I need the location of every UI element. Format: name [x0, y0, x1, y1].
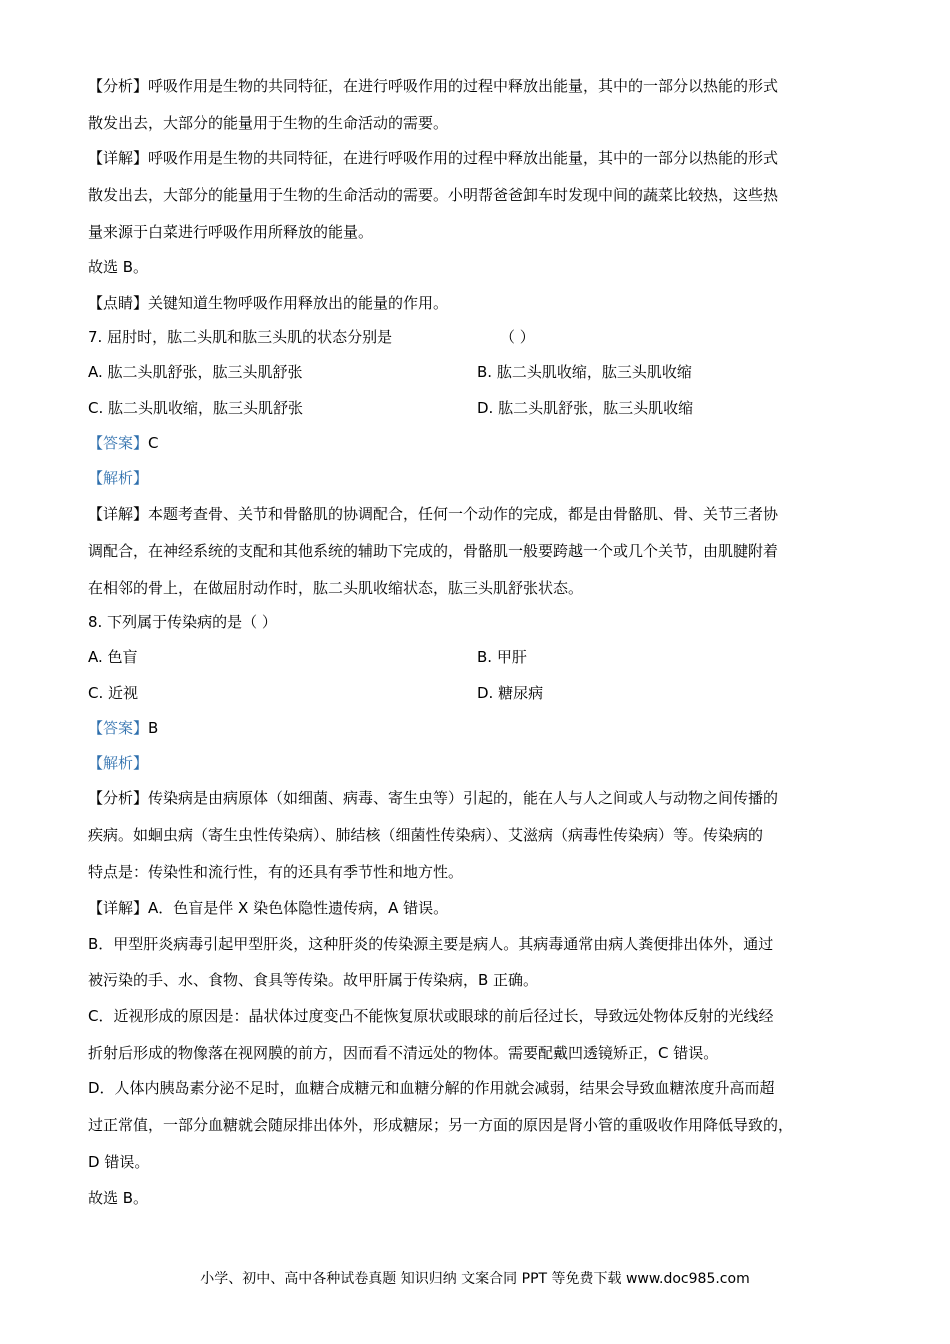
detail-line: 散发出去，大部分的能量用于生物的生命活动的需要。小明帮爸爸卸车时发现中间的蔬菜比较热，这些热	[88, 186, 779, 204]
comment-line	[88, 293, 448, 313]
detail-line: 调配合，在神经系统的支配和其他系统的辅助下完成的，骨骼肌一般要跨越一个或几个关节，由肌腱附着	[88, 542, 779, 560]
option-c: C. 近视	[88, 684, 139, 702]
detail-line: D 错误。	[88, 1153, 150, 1171]
detail-line: 量来源于白菜进行呼吸作用所释放的能量。	[88, 223, 374, 241]
comment-text: 关键知道生物呼吸作用释放出的能量的作用。	[148, 294, 449, 312]
detail-line: 被污染的手、水、食物、食具等传染。故甲肝属于传染病，B 正确。	[88, 971, 539, 989]
analysis-tag: 【分析】	[88, 77, 149, 95]
option-b: B. 肱二头肌收缩，肱三头肌收缩	[477, 363, 692, 381]
final-choice: 故选 B。	[88, 1189, 149, 1207]
final-choice: 故选 B。	[88, 258, 149, 276]
option-a: A. 色盲	[88, 648, 138, 666]
option-c: C. 肱二头肌收缩，肱三头肌舒张	[88, 399, 304, 417]
detail-text: 本题考查骨、关节和骨骼肌的协调配合，任何一个动作的完成，都是由骨骼肌、骨、关节三者协	[148, 505, 779, 523]
detail-line: 在相邻的骨上，在做屈肘动作时，肱二头肌收缩状态，肱三头肌舒张状态。	[88, 579, 584, 597]
option-a: A. 肱二头肌舒张，肱三头肌舒张	[88, 363, 303, 381]
detail-line: 过正常值，一部分血糖就会随尿排出体外，形成糖尿；另一方面的原因是肾小管的重吸收作用降低导致的，	[88, 1116, 794, 1134]
analysis-line: 疾病。如蛔虫病（寄生虫性传染病）、肺结核（细菌性传染病）、艾滋病（病毒性传染病）等。传染病的	[88, 826, 764, 844]
analysis-line	[88, 788, 778, 808]
question-7-paren: （ ）	[500, 328, 535, 346]
detail-line	[88, 148, 778, 168]
explain-tag: 【解析】	[88, 754, 149, 772]
detail-line	[88, 898, 448, 918]
detail-tag: 【详解】	[88, 899, 149, 917]
option-d: D. 糖尿病	[477, 684, 544, 702]
answer-line	[88, 433, 159, 453]
answer-value: C	[148, 434, 159, 452]
detail-line	[88, 504, 778, 524]
answer-tag: 【答案】	[88, 719, 149, 737]
answer-line	[88, 718, 158, 738]
analysis-line: 特点是：传染性和流行性，有的还具有季节性和地方性。	[88, 863, 464, 881]
comment-tag: 【点睛】	[88, 294, 149, 312]
option-b: B. 甲肝	[477, 648, 527, 666]
answer-value: B	[148, 719, 159, 737]
analysis-text: 传染病是由病原体（如细菌、病毒、寄生虫等）引起的，能在人与人之间或人与动物之间传播的	[148, 789, 779, 807]
detail-text: 呼吸作用是生物的共同特征，在进行呼吸作用的过程中释放出能量，其中的一部分以热能的形式	[148, 149, 779, 167]
detail-line: D．人体内胰岛素分泌不足时，血糖合成糖元和血糖分解的作用就会减弱，结果会导致血糖浓度升高而超	[88, 1079, 775, 1097]
analysis-line: 散发出去，大部分的能量用于生物的生命活动的需要。	[88, 114, 449, 132]
detail-line: B．甲型肝炎病毒引起甲型肝炎，这种肝炎的传染源主要是病人。其病毒通常由病人粪便排出体外，通过	[88, 935, 774, 953]
question-7-stem: 7. 屈肘时，肱二头肌和肱三头肌的状态分别是	[88, 328, 393, 346]
detail-tag: 【详解】	[88, 505, 149, 523]
analysis-line	[88, 76, 778, 96]
detail-tag: 【详解】	[88, 149, 149, 167]
detail-line: 折射后形成的物像落在视网膜的前方，因而看不清远处的物体。需要配戴凹透镜矫正，C 错误。	[88, 1044, 719, 1062]
explain-tag: 【解析】	[88, 469, 149, 487]
detail-text: A．色盲是伴 X 染色体隐性遗传病，A 错误。	[148, 899, 449, 917]
answer-tag: 【答案】	[88, 434, 149, 452]
question-8-stem: 8. 下列属于传染病的是（ ）	[88, 613, 277, 631]
page-footer: 小学、初中、高中各种试卷真题 知识归纳 文案合同 PPT 等免费下载 www.doc985.com	[200, 1271, 750, 1287]
analysis-tag: 【分析】	[88, 789, 149, 807]
analysis-text: 呼吸作用是生物的共同特征，在进行呼吸作用的过程中释放出能量，其中的一部分以热能的形式	[148, 77, 779, 95]
option-d: D. 肱二头肌舒张，肱三头肌收缩	[477, 399, 694, 417]
detail-line: C．近视形成的原因是：晶状体过度变凸不能恢复原状或眼球的前后径过长，导致远处物体反射的光线经	[88, 1007, 774, 1025]
